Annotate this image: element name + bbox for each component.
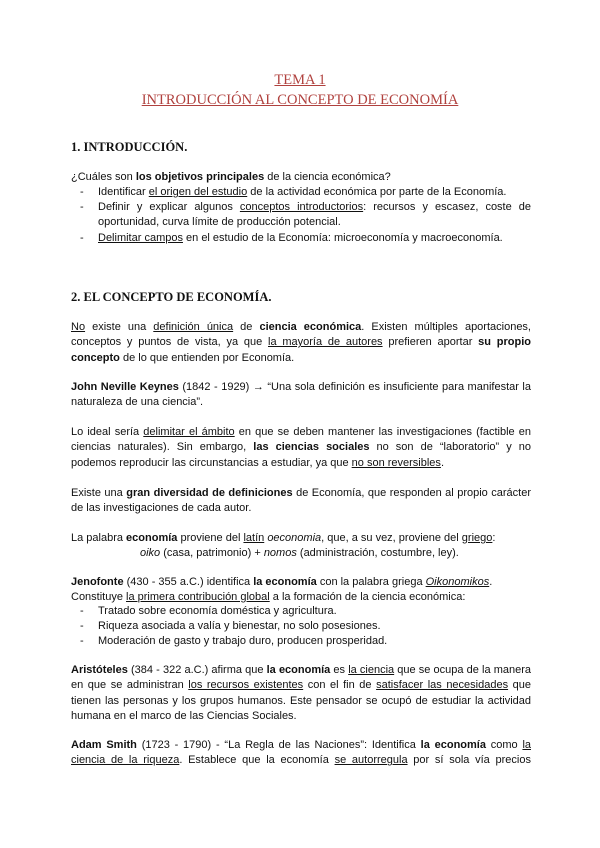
section-1-heading: 1. INTRODUCCIÓN.	[71, 140, 188, 154]
paragraph-jenofonte: Jenofonte (430 - 355 a.C.) identifica la economía con la palabra griega Oikonomikos.	[71, 576, 493, 588]
list-item: - Moderación de gasto y trabajo duro, producen prosperidad.	[80, 635, 388, 647]
list-item: - Tratado sobre economía doméstica y agricultura.	[80, 605, 337, 617]
list-item: - Riqueza asociada a valía y bienestar, no solo posesiones.	[80, 620, 381, 632]
list-item: - Identificar el origen del estudio de la actividad económica por parte de la Economía.	[80, 186, 507, 198]
paragraph-diversidad: Existe una gran diversidad de definiciones de Economía, que responden al propio carácter de las investigaciones de cada autor.	[71, 487, 532, 515]
paragraph-ambito: Lo ideal sería delimitar el ámbito en que se deben mantener las investigaciones (factible en ciencias naturales). Sin embargo, las ciencias sociales no son de “laboratorio” y no podemos reproducir las circunstancias a estudiar, ya que no son reversibles.	[71, 426, 531, 469]
document-title-line2: INTRODUCCIÓN AL CONCEPTO DE ECONOMÍA	[141, 92, 459, 108]
paragraph-jenofonte-line2: Constituye la primera contribución global a la formación de la ciencia económica:	[71, 591, 466, 603]
paragraph-keynes: John Neville Keynes (1842 - 1929) → “Una sola definición es insuficiente para manifestar la naturaleza de una ciencia”.	[71, 381, 531, 409]
paragraph-definition: No existe una definición única de ciencia económica. Existen múltiples aportaciones, conceptos y puntos de vista, ya que la mayoría de autores prefieren aportar su propio concepto de lo que entienden por Economía.	[71, 321, 532, 364]
paragraph-etimologia: La palabra economía proviene del latín oeconomia, que, a su vez, proviene del griego:	[71, 532, 496, 544]
intro-question: ¿Cuáles son los objetivos principales de la ciencia económica?	[71, 171, 391, 183]
list-item: - Delimitar campos en el estudio de la Economía: microeconomía y macroeconomía.	[80, 232, 503, 244]
document-title-line1: TEMA 1	[274, 72, 326, 88]
paragraph-etimologia-line2: oiko (casa, patrimonio) + nomos (administración, costumbre, ley).	[140, 547, 459, 559]
paragraph-adam-smith: Adam Smith (1723 - 1790) - “La Regla de las Naciones”: Identifica la economía como la ciencia de la riqueza. Establece que la economía se autorregula por sí sola vía precios	[71, 739, 531, 767]
section-2-heading: 2. EL CONCEPTO DE ECONOMÍA.	[71, 290, 272, 304]
paragraph-aristoteles: Aristóteles (384 - 322 a.C.) afirma que la economía es la ciencia que se ocupa de la manera en que se administran los recursos existentes con el fin de satisfacer las necesidades que tienen las personas y los grupos humanos. Este pensador se ocupó de estudiar la actividad humana en el marco de las Ciencias Sociales.	[71, 664, 532, 722]
list-item: - Definir y explicar algunos conceptos introductorios: recursos y escasez, coste de oportunidad, curva límite de producción potencial.	[80, 201, 532, 229]
